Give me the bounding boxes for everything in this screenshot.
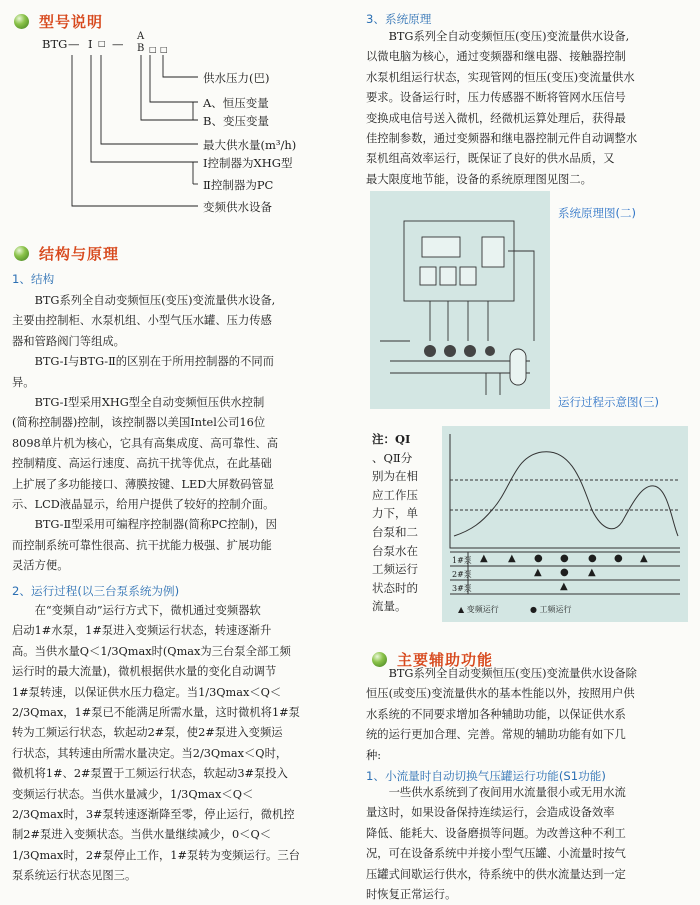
chart-note: 注：QⅠ 、QⅡ分 别为在相 应工作压 力下，单 台泵和二 台泵水在 工频运行 状态时的 流量。 [372,432,418,614]
model-item-pressure: 供水压力(巴) [203,71,270,85]
model-item-a: A、恒压变量 [203,96,269,110]
power-freq-mark: ● [560,553,569,564]
model-section-title: 型号说明 [14,11,103,32]
structure-body: BTG系列全自动变频恒压(变压)变流量供水设备, 主要由控制柜、水泵机组、小型气压水罐、压力传感 器和管路阀门等组成。 BTG-Ⅰ与BTG-Ⅱ的区别在于所用控制器的不同而 异。 BTG-Ⅰ型采用XHG型全自动变频恒压供水控制 (简称控制器)控制，该控制器以美国Intel公司16位 8098单片机为核心，它具有高集成度、高可靠性、高 控制精度、高运行速度、高抗干扰等优点，在此基础 上扩展了多功能接口、薄膜按键、LED大屏数码管显 示、LCD液晶显示，给用户提供了较好的控制介面。 BTG-Ⅱ型采用可编程序控制器(简称PC控制)，因 而控制系统可靠性很高、抗干扰能力极强、扩展功能 灵活方便。 [12,294,278,573]
power-freq-mark: ● [614,553,623,564]
operation-process-figure [442,426,688,622]
variable-freq-mark: ▲ [534,567,542,578]
aux-f1-body: 一些供水系统到了夜间用水流量很小或无用水流 量这时，如果设备保持连续运行，会造成设备效率 降低、能耗大、设备磨损等问题。为改善这种不利工 况，可在设备系统中并接小型气压罐、小流量时按气 压罐式间歇运行供水，待系统中的供水流量达到一定 时恢复正常运行。 [366,786,626,902]
variable-freq-mark: ▲ [560,581,568,592]
power-freq-mark: ● [560,567,569,578]
figure-3-caption: 运行过程示意图(三) [558,395,659,409]
aux-section-title: 主要辅助功能 [372,649,493,670]
figure-2-caption: 系统原理图(二) [558,206,636,220]
model-item-b: B、变压变量 [203,114,269,128]
variable-freq-mark: ▲ [640,553,648,564]
model-item-xhg: Ⅰ控制器为XHG型 [203,156,293,170]
green-ball-icon [14,246,29,261]
structure-section-title: 结构与原理 [14,243,119,264]
operation-body: 在“变频自动”运行方式下，微机通过变频器软 启动1#水泵，1#泵进入变频运行状态，转速逐渐升 高。当供水量Q＜1/3Qmax时(Qmax为三台泵全部工频 运行时的最大流量)，微机根据供水量的变化自动调节 1#泵转速，以保证供水压力稳定。当1/3Qmax＜Q＜ 2/3Qmax，1#泵已不能满足所需水量，这时微机将1#泵 转为工频运行状态，软起动2#泵，使2#泵进入变频运 行状态，其转速由所需水量决定。当2/3Qmax＜Q时， 微机将1#、2#泵置于工频运行状态，软起动3#泵投入 变频运行状态。当供水量减少，1/3Qmax＜Q＜ 2/3Qmax时，3#泵转速逐渐降至零，停止运行，微机控 制2#泵进入变频状态。当供水量继续减少，0＜Q＜ 1/3Qmax时，2#泵停止工作，1#泵转为变频运行。三台 泵系统运行状态见图三。 [12,604,300,883]
variable-freq-mark: ▲ [480,553,488,564]
aux-f1-heading: 1、小流量时自动切换气压罐运行功能(S1功能) [366,769,606,783]
principle-heading: 3、系统原理 [366,12,432,26]
system-schematic-figure [370,191,550,409]
model-item-device: 变频供水设备 [203,200,272,214]
model-item-flow: 最大供水量(m³/h) [203,138,297,152]
aux-body: BTG系列全自动变频恒压(变压)变流量供水设备除 恒压(或变压)变流量供水的基本性能以外，按照用户供 水系统的不同要求增加各种辅助功能，以保证供水系 统的运行更加合理、完善。常规的辅助功能有如下几 种: [366,667,637,762]
model-item-pc: Ⅱ控制器为PC [203,178,274,192]
power-freq-mark: ● [588,553,597,564]
variable-freq-mark: ▲ [588,567,596,578]
principle-body: BTG系列全自动变频恒压(变压)变流量供水设备, 以微电脑为核心，通过变频器和继电器、接触器控制 水泵机组运行状态，实现管网的恒压(变压)变流量供水 要求。设备运行时，压力传感器不断将管网水压信号 变换成电信号送入微机，经微机运算处理后，获得最 佳控制参数，通过变频器和继电器控制元件自动调整水 泵机组高效率运行，既保证了良好的供水品质，又 最大限度地节能，设备的系统原理图见图二。 [366,30,638,186]
operation-heading: 2、运行过程(以三台泵系统为例) [12,584,180,598]
variable-freq-mark: ▲ [508,553,516,564]
power-freq-mark: ● [534,553,543,564]
structure-heading: 1、结构 [12,272,55,286]
